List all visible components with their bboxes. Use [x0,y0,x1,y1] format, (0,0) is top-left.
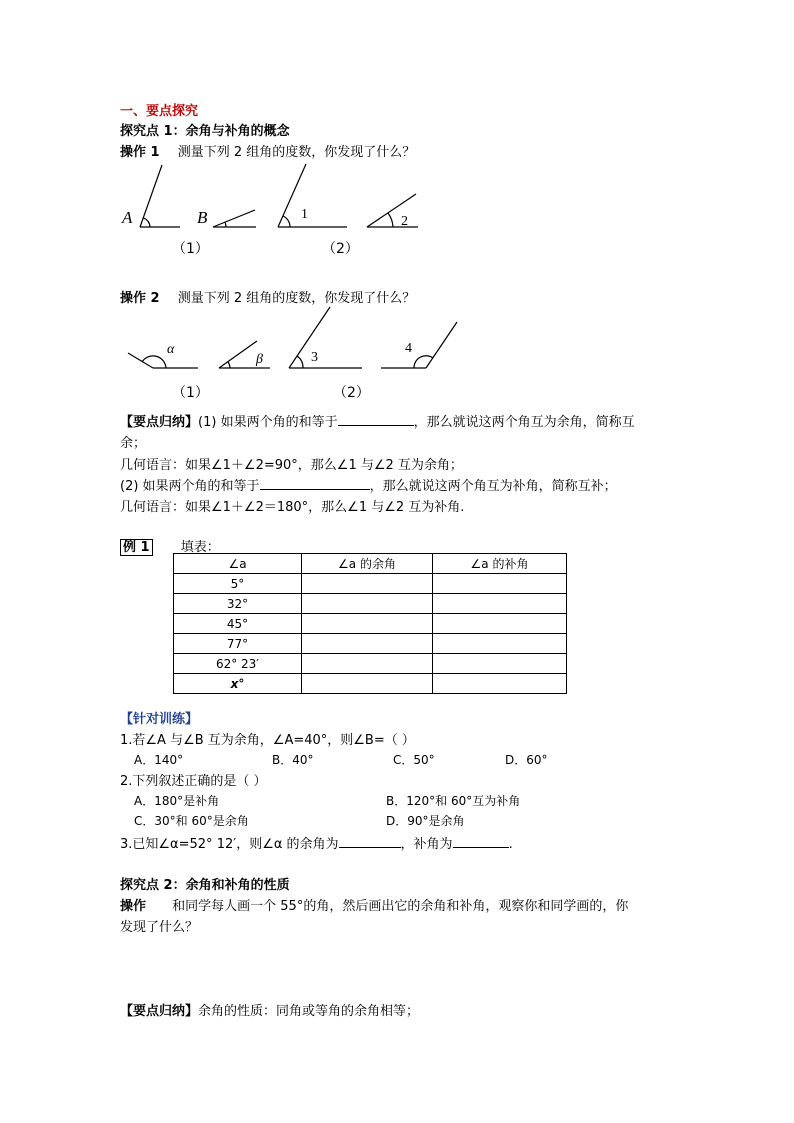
q2-option-a[interactable]: A．180°是补角 [134,794,220,808]
summary1-line1c: 余； [120,436,147,451]
summary1-text1b: ，那么就说这两个角互为余角，简称互 [413,415,635,430]
q2-option-b[interactable]: B．120°和 60°互为补角 [386,794,521,808]
summary1-line1 [120,411,635,430]
table-cell-supplement[interactable] [433,594,567,614]
angle-2-arc [388,213,393,227]
blank-q3-complement[interactable] [339,835,401,848]
fig2-caption-1: （1） [172,385,209,401]
table-cell-angle: 32° [174,594,302,614]
table-header-complement: ∠a 的余角 [302,554,433,574]
summary1-text3b: ，那么就说这两个角互为补角，简称互补； [369,479,617,494]
blank-complement-sum[interactable] [338,413,414,426]
angle-3-ray2 [289,307,330,368]
label-a: A [122,208,133,227]
question-3 [120,833,513,852]
table-cell-angle: x° [174,674,302,694]
practice-label: 【针对训练】 [120,712,199,727]
table-cell-supplement[interactable] [433,674,567,694]
question-2: 2.下列叙述正确的是（ ） [120,774,267,789]
op2-text: 测量下列 2 组角的度数，你发现了什么？ [177,291,416,306]
q3-text-a: 3.已知∠α=52° 12′，则∠α 的余角为 [120,837,339,852]
angle-1-arc [283,216,290,227]
summary1-text3a: (2) 如果两个角的和等于 [120,479,260,494]
example1-text: 填表： [180,540,220,555]
table-cell-complement[interactable] [302,614,433,634]
op1-line [120,141,415,160]
op2-line [120,287,415,306]
label-3: 3 [311,350,318,365]
q3-text-c: . [508,837,513,852]
angle-figures-1 [0,160,794,260]
summary1-label: 【要点归纳】 [120,415,199,430]
op2-label: 操作 2 [120,291,160,306]
label-4: 4 [405,341,412,356]
angle-alpha-ray2 [128,353,153,368]
summary1-line2: 几何语言：如果∠1＋∠2=90°，那么∠1 与∠2 互为余角； [120,458,463,473]
fig1-caption-1: （1） [172,241,209,257]
summary1-text1a: (1) 如果两个角的和等于 [198,415,338,430]
table-cell-complement[interactable] [302,654,433,674]
table-row [174,634,567,654]
label-1: 1 [301,207,308,222]
point2-summary [120,1000,419,1019]
angle-b-arc [225,222,226,227]
q1-option-c[interactable]: C．50° [393,753,435,767]
angle-b-ray2 [213,210,255,227]
table-row [174,594,567,614]
angle-a-ray2 [140,165,162,227]
point2-summary-text: 余角的性质：同角或等角的余角相等； [198,1004,420,1019]
table-cell-supplement[interactable] [433,574,567,594]
blank-q3-supplement[interactable] [453,835,509,848]
angle-2-ray2 [367,194,416,227]
fig1-caption-2: （2） [322,241,359,257]
fill-table [173,553,567,694]
angle-4-ray2 [426,322,457,368]
fig2-caption-2: （2） [333,385,370,401]
point2-summary-label: 【要点归纳】 [120,1004,199,1019]
point2-op-line2: 发现了什么？ [120,920,199,935]
section-title-text: 要点探究 [146,104,199,119]
angle-beta-ray2 [219,341,257,368]
table-header-angle: ∠a [174,554,302,574]
label-b: B [197,208,208,227]
table-cell-angle: 77° [174,634,302,654]
point2-op-text1: 和同学每人画一个 55°的角，然后画出它的余角和补角，观察你和同学画的，你 [172,899,629,914]
section-title [120,100,198,119]
label-beta: β [256,352,263,367]
point2-op-label: 操作 [120,899,147,914]
table-header-supplement: ∠a 的补角 [433,554,567,574]
table-header-row [174,554,567,574]
summary1-line3 [120,475,617,494]
table-cell-complement[interactable] [302,574,433,594]
q1-option-b[interactable]: B．40° [272,753,314,767]
angle-beta-arc [228,362,230,368]
label-alpha: α [167,342,175,357]
section-number: 一、 [120,104,147,119]
table-cell-supplement[interactable] [433,654,567,674]
angle-figures-2 [0,305,794,385]
table-row [174,574,567,594]
table-cell-complement[interactable] [302,634,433,654]
point2-op-line1 [120,895,628,914]
table-row [174,614,567,634]
q1-option-d[interactable]: D．60° [505,753,548,767]
table-cell-supplement[interactable] [433,634,567,654]
table-cell-angle: 45° [174,614,302,634]
op1-label: 操作 1 [120,145,160,160]
q2-option-c[interactable]: C．30°和 60°是余角 [134,814,249,828]
table-row [174,654,567,674]
table-cell-angle: 62° 23′ [174,654,302,674]
table-cell-angle: 5° [174,574,302,594]
question-1: 1.若∠A 与∠B 互为余角，∠A=40°，则∠B=（ ） [120,733,415,748]
q1-option-a[interactable]: A．140° [134,753,184,767]
blank-supplement-sum[interactable] [260,477,370,490]
table-row [174,674,567,694]
table-cell-complement[interactable] [302,674,433,694]
op1-text: 测量下列 2 组角的度数，你发现了什么？ [177,145,416,160]
table-cell-supplement[interactable] [433,614,567,634]
label-2: 2 [401,214,408,229]
q2-option-d[interactable]: D．90°是余角 [386,814,465,828]
summary1-line4: 几何语言：如果∠1＋∠2＝180°，那么∠1 与∠2 互为补角. [120,500,465,515]
angle-a-arc [144,218,151,227]
table-cell-complement[interactable] [302,594,433,614]
point2-title: 探究点 2：余角和补角的性质 [120,878,290,893]
q3-text-b: ，补角为 [400,837,453,852]
point1-title: 探究点 1：余角与补角的概念 [120,124,290,139]
angle-3-arc [297,356,303,368]
example1-label: 例 1 [120,539,153,556]
angle-alpha-arc [142,356,166,368]
